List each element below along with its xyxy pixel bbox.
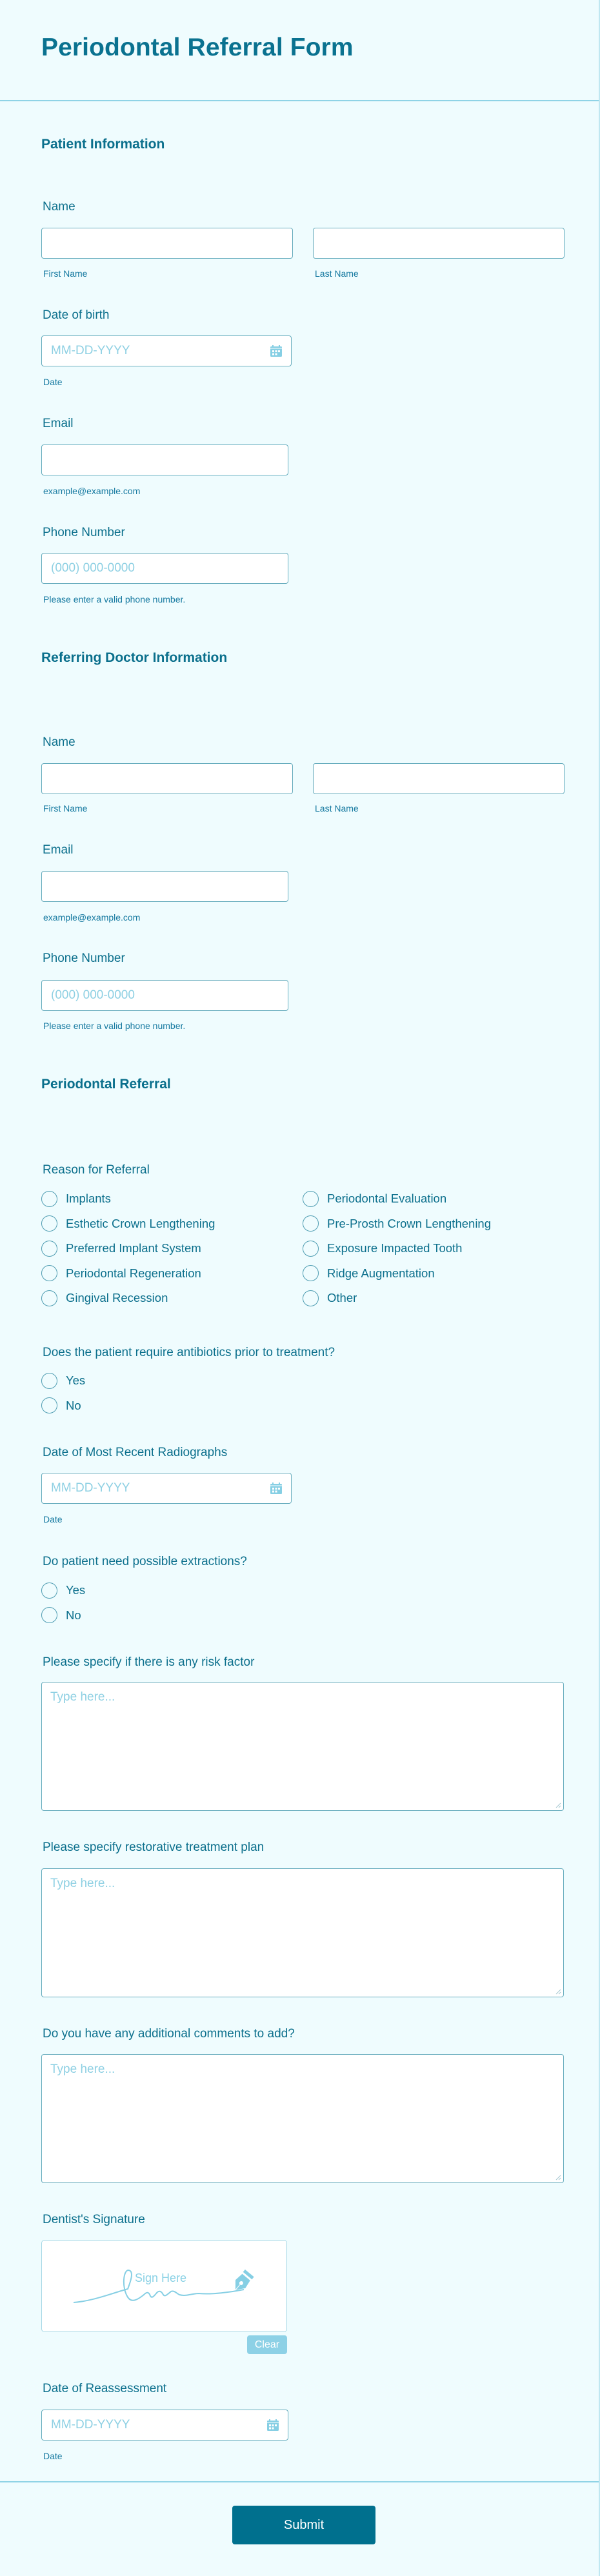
extractions-label: Do patient need possible extractions?	[43, 1555, 247, 1568]
patient-dob-sublabel: Date	[43, 377, 63, 387]
calendar-icon[interactable]	[270, 344, 283, 357]
reason-option[interactable]	[41, 1290, 215, 1306]
reassessment-date-input[interactable]	[41, 2410, 288, 2441]
reason-option-label: Periodontal Evaluation	[327, 1192, 447, 1205]
reason-option-label: Pre-Prosth Crown Lengthening	[327, 1216, 492, 1230]
resize-handle-icon[interactable]	[555, 2174, 561, 2181]
phone-placeholder: (000) 000-0000	[51, 561, 135, 575]
antibiotics-label: Does the patient require antibiotics prior to treatment?	[43, 1346, 335, 1359]
reason-option[interactable]	[303, 1290, 491, 1306]
doctor-first-name-input[interactable]	[41, 763, 293, 794]
reason-option-label: Preferred Implant System	[66, 1241, 201, 1255]
textarea-placeholder: Type here...	[50, 2062, 115, 2076]
section-title-referral: Periodontal Referral	[41, 1077, 171, 1092]
radio-circle-icon[interactable]	[41, 1241, 57, 1257]
risk-textarea[interactable]	[41, 1682, 564, 1811]
radio-circle-icon[interactable]	[303, 1290, 319, 1306]
patient-last-name-sublabel: Last Name	[315, 268, 359, 279]
patient-email-input[interactable]	[41, 444, 288, 475]
reason-option[interactable]	[303, 1265, 491, 1282]
reason-option-label: Other	[327, 1291, 357, 1304]
option-label: Yes	[66, 1583, 86, 1597]
radio-circle-icon[interactable]	[41, 1397, 57, 1413]
footer-divider	[0, 2481, 599, 2482]
antibiotics-options	[41, 1372, 85, 1414]
resize-handle-icon[interactable]	[555, 1988, 561, 1995]
reason-label: Reason for Referral	[43, 1163, 150, 1177]
radiographs-date-input[interactable]	[41, 1473, 292, 1504]
reason-option-label: Esthetic Crown Lengthening	[66, 1216, 215, 1230]
reason-option-label: Exposure Impacted Tooth	[327, 1241, 463, 1255]
radio-circle-icon[interactable]	[303, 1191, 319, 1207]
patient-phone-input[interactable]	[41, 553, 288, 584]
radio-circle-icon[interactable]	[41, 1265, 57, 1281]
doctor-phone-sublabel: Please enter a valid phone number.	[43, 1021, 186, 1031]
radio-circle-icon[interactable]	[41, 1215, 57, 1232]
section-title-doctor: Referring Doctor Information	[41, 650, 228, 665]
patient-email-label: Email	[43, 417, 74, 430]
reassessment-sublabel: Date	[43, 2451, 63, 2461]
textarea-placeholder: Type here...	[50, 1690, 115, 1704]
textarea-placeholder: Type here...	[50, 1877, 115, 1890]
reason-option-label: Gingival Recession	[66, 1291, 168, 1304]
form-title: Periodontal Referral Form	[41, 34, 354, 61]
option-label: No	[66, 1398, 81, 1412]
phone-placeholder: (000) 000-0000	[51, 988, 135, 1002]
radio-circle-icon[interactable]	[41, 1191, 57, 1207]
reason-option[interactable]	[41, 1190, 215, 1207]
doctor-email-input[interactable]	[41, 871, 288, 902]
patient-phone-label: Phone Number	[43, 526, 125, 539]
doctor-name-label: Name	[43, 735, 75, 749]
risk-label: Please specify if there is any risk factor	[43, 1655, 255, 1669]
patient-last-name-input[interactable]	[313, 228, 565, 259]
patient-first-name-input[interactable]	[41, 228, 293, 259]
signature-hint: Sign Here	[135, 2271, 187, 2284]
option-label: Yes	[66, 1373, 86, 1387]
extractions-no-option[interactable]	[41, 1607, 85, 1624]
patient-dob-label: Date of birth	[43, 308, 110, 322]
option-label: No	[66, 1608, 81, 1622]
radio-circle-icon[interactable]	[303, 1241, 319, 1257]
doctor-email-label: Email	[43, 843, 74, 857]
date-placeholder: MM-DD-YYYY	[51, 1481, 130, 1495]
restorative-label: Please specify restorative treatment plan	[43, 1841, 265, 1854]
reason-option[interactable]	[303, 1215, 491, 1232]
clear-signature-button[interactable]: Clear	[247, 2335, 287, 2354]
calendar-icon[interactable]	[266, 2419, 279, 2431]
extractions-yes-option[interactable]	[41, 1582, 85, 1599]
reason-option[interactable]	[41, 1265, 215, 1282]
doctor-last-name-sublabel: Last Name	[315, 803, 359, 814]
radio-circle-icon[interactable]	[303, 1265, 319, 1281]
radiographs-sublabel: Date	[43, 1514, 63, 1524]
doctor-first-name-sublabel: First Name	[43, 803, 88, 814]
radio-circle-icon[interactable]	[41, 1583, 57, 1599]
header-divider	[0, 100, 599, 101]
reason-option[interactable]	[303, 1190, 491, 1207]
comments-textarea[interactable]	[41, 2054, 564, 2183]
reason-option[interactable]	[41, 1240, 215, 1257]
restorative-textarea[interactable]	[41, 1868, 564, 1997]
doctor-email-sublabel: example@example.com	[43, 912, 141, 923]
antibiotics-yes-option[interactable]	[41, 1372, 85, 1389]
dob-placeholder: MM-DD-YYYY	[51, 344, 130, 357]
radiographs-label: Date of Most Recent Radiographs	[43, 1446, 228, 1459]
reason-option-label: Ridge Augmentation	[327, 1266, 435, 1280]
doctor-phone-input[interactable]	[41, 980, 288, 1011]
resize-handle-icon[interactable]	[555, 1802, 561, 1808]
reassessment-label: Date of Reassessment	[43, 2382, 167, 2395]
reason-option[interactable]	[303, 1240, 491, 1257]
submit-button[interactable]: Submit	[232, 2506, 375, 2544]
reason-option[interactable]	[41, 1215, 215, 1232]
reason-option-label: Periodontal Regeneration	[66, 1266, 201, 1280]
patient-dob-input[interactable]	[41, 335, 292, 366]
patient-first-name-sublabel: First Name	[43, 268, 88, 279]
patient-email-sublabel: example@example.com	[43, 486, 141, 496]
doctor-phone-label: Phone Number	[43, 952, 125, 965]
patient-name-label: Name	[43, 200, 75, 214]
calendar-icon[interactable]	[270, 1482, 283, 1495]
date-placeholder: MM-DD-YYYY	[51, 2418, 130, 2431]
radio-circle-icon[interactable]	[41, 1290, 57, 1306]
signature-label: Dentist's Signature	[43, 2213, 145, 2226]
section-title-patient: Patient Information	[41, 137, 165, 152]
radio-circle-icon[interactable]	[41, 1607, 57, 1623]
antibiotics-no-option[interactable]	[41, 1397, 85, 1414]
reason-option-label: Implants	[66, 1192, 111, 1205]
doctor-last-name-input[interactable]	[313, 763, 565, 794]
signature-pen-icon	[73, 2268, 260, 2304]
radio-circle-icon[interactable]	[41, 1373, 57, 1389]
patient-phone-sublabel: Please enter a valid phone number.	[43, 594, 186, 604]
extractions-options	[41, 1582, 85, 1624]
comments-label: Do you have any additional comments to add?	[43, 2027, 295, 2041]
signature-pad[interactable]	[41, 2240, 287, 2332]
radio-circle-icon[interactable]	[303, 1215, 319, 1232]
reason-options-left	[41, 1190, 215, 1306]
reason-options-right	[303, 1190, 491, 1306]
